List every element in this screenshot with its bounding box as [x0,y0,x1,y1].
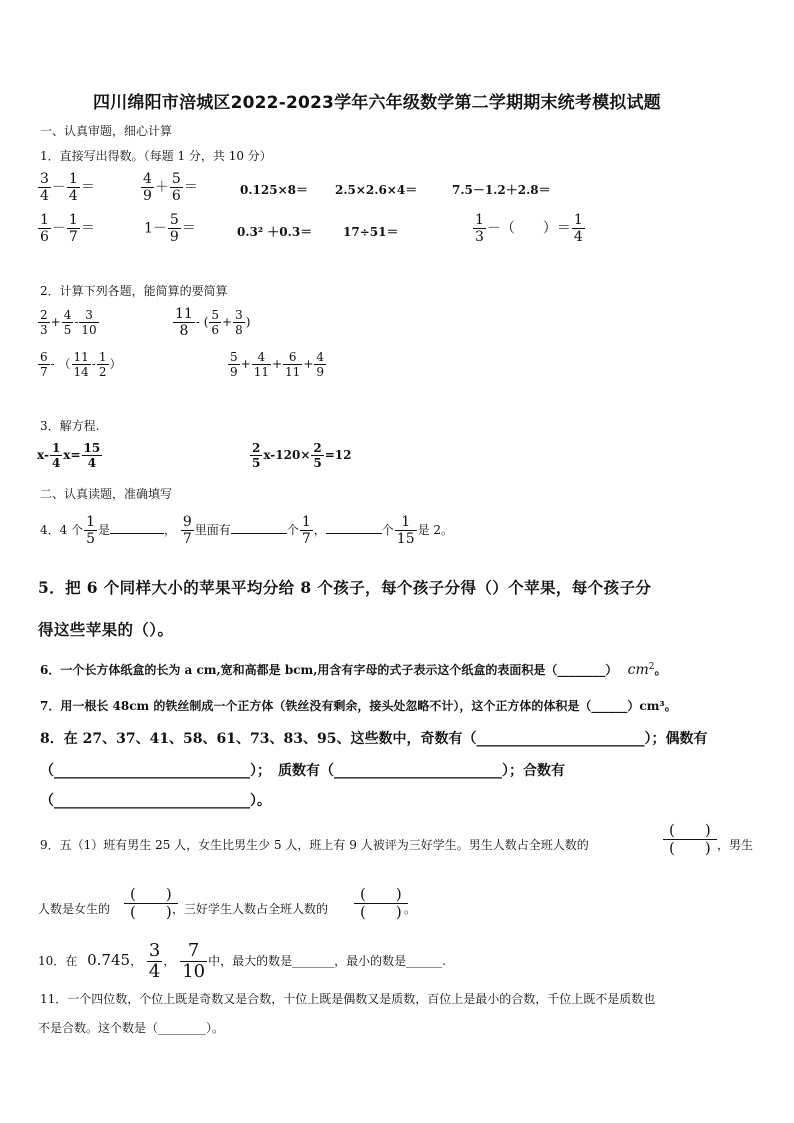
q10-repeating-decimal: 0.745 [87,951,131,969]
q1-item-6: $\frac{1}{6}$ － $\frac{1}{7}$ ＝ [40,212,95,245]
question-9-line-2: 人数是女生的 [38,902,111,916]
question-8-line-1: 8．在 27、37、41、58、61、73、83、95、这些数中，奇数有（________________________）；偶数有 [40,731,708,747]
q4-blank-2[interactable] [231,532,287,534]
question-2-label: 2．计算下列各题，能简算的要简算 [40,284,228,298]
question-9-line-1: 9．五（1）班有男生 25 人，女生比男生少 5 人，班上有 9 人被评为三好学生。男生人数占全班人数的 [40,838,589,852]
question-10: 10．在 0.745， $\frac{3}{4}$ ， $\frac{7}{10}$ 中，最大的数是_______，最小的数是______. [38,940,446,982]
q1-item-8: 0.3² ＋0.3＝ [237,225,313,239]
q1-item-7: 1－ $\frac{5}{9}$ ＝ [144,212,196,245]
q1-item-9: 17÷51＝ [343,225,399,239]
q1-item-3: 0.125×8＝ [240,183,308,197]
question-8-line-3: （____________________________）。 [40,793,271,809]
q2-expression-2: $\frac{11}{8}$ - ( $\frac{5}{6}$ + $\frac{3}{8}$ ) [175,306,251,339]
question-3-label: 3．解方程. [40,419,100,433]
question-11-line-1: 11．一个四位数，个位上既是奇数又是合数，十位上既是偶数又是质数，百位上是最小的合数，千位上既不是质数也 [40,992,656,1006]
q2-expression-4: $\frac{5}{9}$ + $\frac{4}{11}$ + $\frac{6}{11}$ + $\frac{4}{9}$ [230,350,325,379]
q6-unit: cm [627,662,649,678]
question-5-line-1: 5．把 6 个同样大小的苹果平均分给 8 个孩子，每个孩子分得（）个苹果，每个孩子分 [38,578,652,597]
q9-answer-box-3[interactable]: ( ) ( ) [354,886,408,921]
q3-equation-1: x- $\frac{1}{4}$ x= $\frac{15}{4}$ [37,441,101,470]
q4-blank-1[interactable] [110,532,164,534]
question-7: 7．用一根长 48cm 的铁丝制成一个正方体（铁丝没有剩余，接头处忽略不计），这个正方体的体积是（______）cm³。 [40,699,677,713]
q1-item-5: 7.5－1.2＋2.8＝ [452,183,551,197]
q3-equation-2: $\frac{2}{5}$ x-120× $\frac{2}{5}$ =12 [252,441,352,470]
question-5-line-2: 得这些苹果的（）。 [38,620,174,639]
document-title: 四川绵阳市涪城区2022-2023学年六年级数学第二学期期末统考模拟试题 [93,93,661,113]
question-9-suffix: ，男生 [717,838,754,852]
q9-answer-box-2[interactable]: ( ) ( ) [124,886,178,921]
section-heading-1: 一、认真审题，细心计算 [40,124,173,138]
q4-blank-3[interactable] [326,532,382,534]
q1-item-4: 2.5×2.6×4＝ [335,183,418,197]
question-8-line-2: （____________________________）； 质数有（________________________）；合数有 [40,763,565,779]
section-heading-2: 二、认真读题，准确填写 [40,487,173,501]
q2-expression-1: $\frac{2}{3}$ + $\frac{4}{5}$ - $\frac{3}{10}$ [40,308,97,337]
question-1-label: 1．直接写出得数。（每题 1 分，共 10 分） [40,149,272,163]
question-11-line-2: 不是合数。这个数是（________）。 [38,1021,225,1035]
q9-answer-box-1[interactable]: ( ) ( ) [663,822,717,857]
q2-expression-3: $\frac{6}{7}$ - （ $\frac{11}{14}$ - $\frac{1}{2}$ ） [40,350,122,379]
q1-item-1: $\frac{3}{4}$ － $\frac{1}{4}$ ＝ [40,171,95,204]
question-9-middle: ，三好学生人数占全班人数的 [172,902,329,916]
q1-item-10: $\frac{1}{3}$ －（ ）＝ $\frac{1}{4}$ [475,212,583,245]
question-4: 4．4 个 $\frac{1}{5}$ 是 ， $\frac{9}{7}$ 里面有 个 $\frac{1}{7}$ ， 个 $\frac{1}{15}$ 是 2。 [40,514,454,547]
question-9-end: 。 [404,902,417,916]
question-6: 6．一个长方体纸盒的长为 a cm,宽和高都是 bcm,用含有字母的式子表示这个纸盒的表面积是（________） $cm^2$。 [40,662,667,678]
q1-item-2: $\frac{4}{9}$ ＋ $\frac{5}{6}$ ＝ [143,171,198,204]
